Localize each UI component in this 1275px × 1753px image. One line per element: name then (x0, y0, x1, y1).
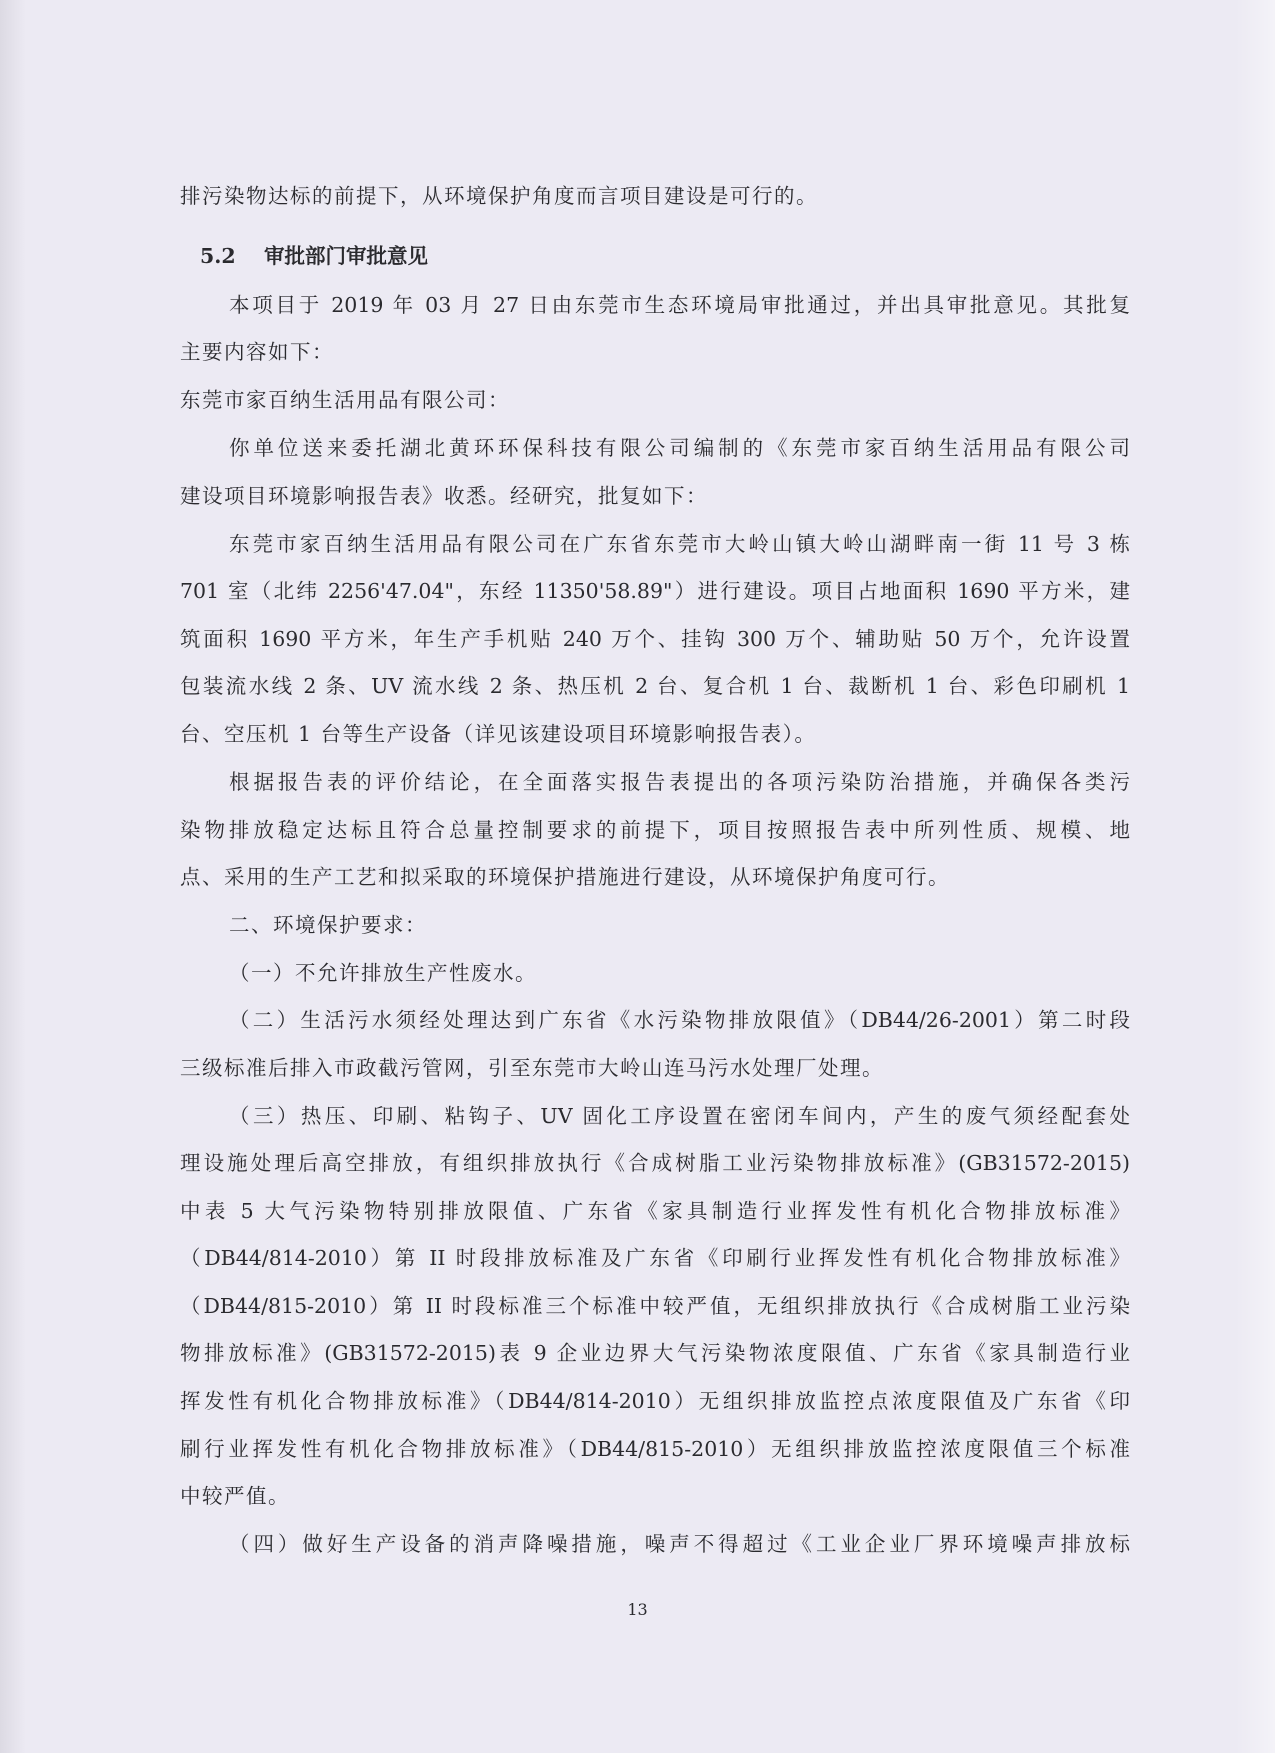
requirement-item: （四）做好生产设备的消声降噪措施，噪声不得超过《工业企业厂界环境噪声排放标 (229, 1532, 1130, 1556)
paragraph-line: 排污染物达标的前提下，从环境保护角度而言项目建设是可行的。 (180, 184, 818, 208)
paragraph-line: 台、空压机 1 台等生产设备（详见该建设项目环境影响报告表）。 (180, 722, 817, 746)
section-heading (200, 241, 428, 271)
paragraph-line: 染物排放稳定达标且符合总量控制要求的前提下，项目按照报告表中所列性质、规模、地 (180, 818, 1130, 842)
paragraph-line: 三级标准后排入市政截污管网，引至东莞市大岭山连马污水处理厂处理。 (180, 1056, 884, 1080)
subsection-heading: 二、环境保护要求： (229, 913, 427, 937)
paragraph-line: 中较严值。 (180, 1484, 290, 1508)
paragraph-line: 东莞市家百纳生活用品有限公司在广东省东莞市大岭山镇大岭山湖畔南一街 11 号 3 栋 (229, 532, 1130, 556)
paragraph-line: 你单位送来委托湖北黄环环保科技有限公司编制的《东莞市家百纳生活用品有限公司 (229, 436, 1130, 460)
paragraph-line: 中表 5 大气污染物特别排放限值、广东省《家具制造行业挥发性有机化合物排放标准》 (180, 1199, 1130, 1223)
section-title: 审批部门审批意见 (264, 244, 428, 268)
paragraph-line: 物排放标准》(GB31572-2015)表 9 企业边界大气污染物浓度限值、广东省《家具制造行业 (180, 1341, 1130, 1365)
scan-highlight (1235, 0, 1275, 1753)
paragraph-line: 701 室（北纬 2256'47.04"，东经 11350'58.89"）进行建设。项目占地面积 1690 平方米，建 (180, 579, 1130, 603)
paragraph-line: 点、采用的生产工艺和拟采取的环境保护措施进行建设，从环境保护角度可行。 (180, 865, 950, 889)
paragraph-line: 包装流水线 2 条、UV 流水线 2 条、热压机 2 台、复合机 1 台、裁断机 1 台、彩色印刷机 1 (180, 674, 1130, 698)
paragraph-line: （DB44/814-2010）第 II 时段排放标准及广东省《印刷行业挥发性有机化合物排放标准》 (180, 1246, 1130, 1270)
requirement-item: （一）不允许排放生产性废水。 (229, 961, 537, 985)
paragraph-line: 根据报告表的评价结论，在全面落实报告表提出的各项污染防治措施，并确保各类污 (229, 770, 1130, 794)
page-number: 13 (627, 1600, 648, 1619)
scan-shadow (0, 0, 26, 1753)
requirement-item: （三）热压、印刷、粘钩子、UV 固化工序设置在密闭车间内，产生的废气须经配套处 (229, 1104, 1130, 1128)
paragraph-line: 本项目于 2019 年 03 月 27 日由东莞市生态环境局审批通过，并出具审批意见。其批复 (229, 293, 1130, 317)
paragraph-line: （DB44/815-2010）第 II 时段标准三个标准中较严值，无组织排放执行《合成树脂工业污染 (180, 1294, 1130, 1318)
addressee: 东莞市家百纳生活用品有限公司： (180, 388, 510, 412)
paragraph-line: 刷行业挥发性有机化合物排放标准》（DB44/815-2010）无组织排放监控浓度限值三个标准 (180, 1437, 1130, 1461)
paragraph-line: 挥发性有机化合物排放标准》（DB44/814-2010）无组织排放监控点浓度限值及广东省《印 (180, 1389, 1130, 1413)
requirement-item: （二）生活污水须经处理达到广东省《水污染物排放限值》（DB44/26-2001）第二时段 (229, 1008, 1130, 1032)
paragraph-line: 筑面积 1690 平方米，年生产手机贴 240 万个、挂钩 300 万个、辅助贴 50 万个，允许设置 (180, 627, 1130, 651)
paragraph-line: 主要内容如下： (180, 340, 334, 364)
section-number: 5.2 (200, 244, 236, 268)
paragraph-line: 理设施处理后高空排放，有组织排放执行《合成树脂工业污染物排放标准》(GB31572-2015) (180, 1151, 1130, 1175)
paragraph-line: 建设项目环境影响报告表》收悉。经研究，批复如下： (180, 484, 708, 508)
